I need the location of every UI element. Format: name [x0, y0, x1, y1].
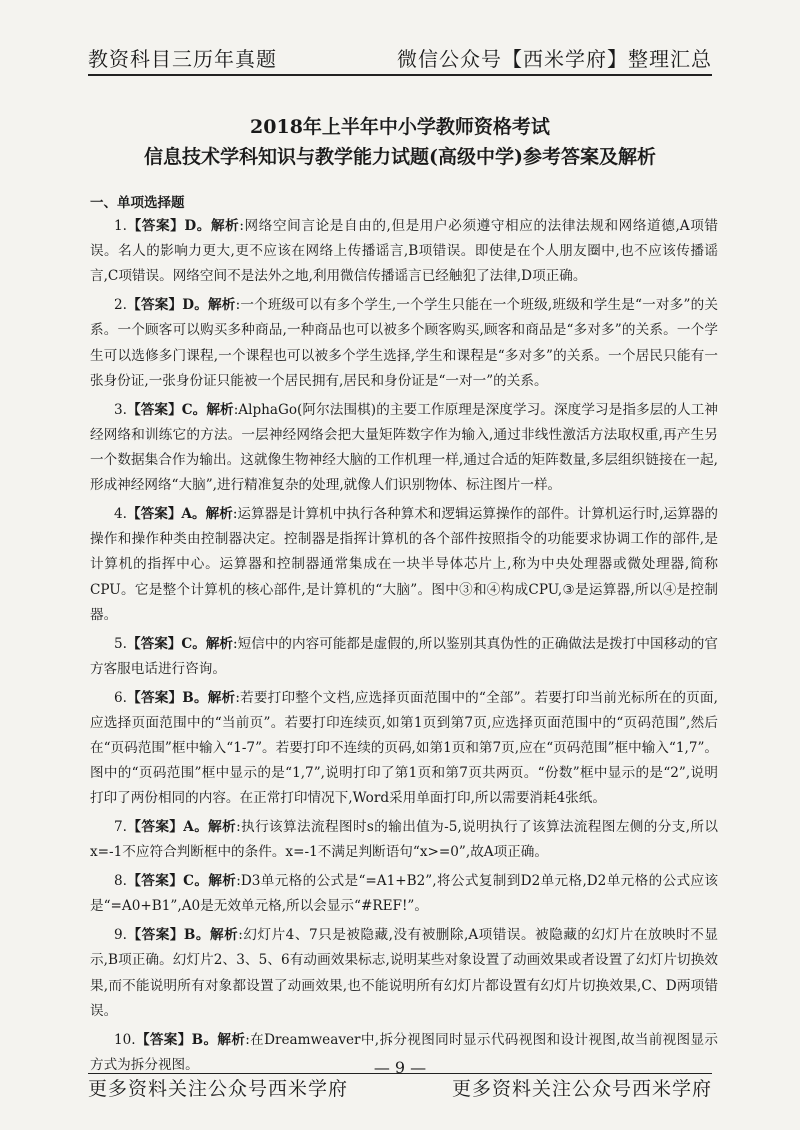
answer-item — [90, 502, 718, 628]
answer-item — [90, 398, 718, 499]
answer-explanation: :幻灯片4、7只是被隐藏,没有被删除,A项错误。被隐藏的幻灯片在放映时不显示,B项正确。幻灯片2、3、5、6有动画效果标志,说明某些对象设置了动画效果或者设置了幻灯片切换效果,而不能说明所有对象都设置了动画效果,也不能说明所有幻灯片都设置有幻灯片切换效果,C、D两项错误。 — [90, 927, 718, 1019]
answer-item — [90, 214, 718, 290]
answer-item — [90, 869, 718, 919]
answer-number: 5. — [114, 635, 127, 652]
answer-explanation: :在Dreamweaver中,拆分视图同时显示代码视图和设计视图,故当前视图显示方式为拆分视图。 — [90, 1031, 718, 1073]
answer-number: 4. — [114, 506, 127, 523]
answer-number: 8. — [114, 873, 127, 890]
answer-number: 10. — [114, 1031, 136, 1048]
answer-explanation: :若要打印整个文档,应选择页面范围中的“全部”。若要打印当前光标所在的页面,应选择页面范围中的“当前页”。若要打印连续页,如第1页到第7页,应选择页面范围中的“页码范围”,然后在“页码范围”框中输入“1-7”。若要打印不连续的页码,如第1页和第7页,应在“页码范围”框中输入“1,7”。图中的“页码范围”框中显示的是“1,7”,说明打印了第1页和第7页共两页。“份数”框中显示的是“2”,说明打印了两份相同的内容。在正常打印情况下,Word采用单面打印,所以需要消耗4张纸。 — [90, 689, 719, 807]
answer-explanation: :一个班级可以有多个学生,一个学生只能在一个班级,班级和学生是“一对多”的关系。一个顾客可以购买多种商品,一种商品也可以被多个顾客购买,顾客和商品是“多对多”的关系。一个学生可以选修多门课程,一个课程也可以被多个学生选择,学生和课程是“多对多”的关系。一个居民只能有一张身份证,一张身份证只能被一个居民拥有,居民和身份证是“一对一”的关系。 — [90, 297, 718, 389]
document-title-line1: 2018年上半年中小学教师资格考试 — [250, 116, 550, 138]
answer-key: 【答案】B。解析 — [126, 927, 239, 944]
answer-key: 【答案】C。解析 — [126, 401, 234, 418]
answer-item — [90, 923, 718, 1024]
page-footer — [88, 1074, 712, 1101]
section-heading: 一、单项选择题 — [90, 195, 185, 211]
page-number: — 9 — — [373, 1058, 427, 1077]
answer-key: 【答案】C。解析 — [126, 873, 237, 890]
footer-right-text: 更多资料关注公众号西米学府 — [451, 1078, 712, 1100]
answer-explanation: :运算器是计算机中执行各种算术和逻辑运算操作的部件。计算机运行时,运算器的操作和操作种类由控制器决定。控制器是指挥计算机的各个部件按照指令的功能要求协调工作的部件,是计算机的指挥中心。运算器和控制器通常集成在一块半导体芯片上,称为中央处理器或微处理器,简称CPU。它是整个计算机的核心部件,是计算机的“大脑”。图中③和④构成CPU,③是运算器,所以④是控制器。 — [90, 506, 718, 623]
document-title-line2: 信息技术学科知识与教学能力试题(高级中学)参考答案及解析 — [144, 146, 656, 168]
header-left-text: 教资科目三历年真题 — [88, 47, 277, 71]
answer-item — [90, 293, 718, 394]
answer-explanation: :短信中的内容可能都是虚假的,所以鉴别其真伪性的正确做法是拨打中国移动的官方客服电话进行咨询。 — [90, 635, 718, 677]
answer-number: 2. — [114, 297, 127, 314]
answer-explanation: :网络空间言论是自由的,但是用户必须遵守相应的法律法规和网络道德,A项错误。名人的影响力更大,更不应该在网络上传播谣言,B项错误。即使是在个人朋友圈中,也不应该传播谣言,C项错误。网络空间不是法外之地,利用微信传播谣言已经触犯了法律,D项正确。 — [90, 218, 718, 285]
answer-list — [90, 214, 718, 1082]
answer-key: 【答案】C。解析 — [126, 635, 234, 652]
answer-explanation: :AlphaGo(阿尔法围棋)的主要工作原理是深度学习。深度学习是指多层的人工神经网络和训练它的方法。一层神经网络会把大量矩阵数字作为输入,通过非线性激活方法取权重,再产生另一个数据集合作为输出。这就像生物神经大脑的工作机理一样,通过合适的矩阵数量,多层组织链接在一起,形成神经网络“大脑”,进行精准复杂的处理,就像人们识别物体、标注图片一样。 — [90, 401, 718, 494]
answer-key: 【答案】D。解析 — [126, 218, 240, 234]
answer-number: 3. — [114, 401, 127, 418]
answer-explanation: :D3单元格的公式是“=A1+B2”,将公式复制到D2单元格,D2单元格的公式应该是“=A0+B1”,A0是无效单元格,所以会显示“#REF!”。 — [90, 873, 718, 915]
header-right-text: 微信公众号【西米学府】整理汇总 — [397, 47, 712, 71]
footer-left-text: 更多资料关注公众号西米学府 — [88, 1078, 349, 1100]
answer-key: 【答案】D。解析 — [126, 297, 236, 314]
answer-number: 9. — [114, 927, 127, 944]
answer-item — [90, 686, 718, 812]
answer-number: 7. — [114, 819, 127, 836]
answer-number: 1. — [114, 218, 127, 234]
answer-number: 6. — [114, 689, 127, 706]
answer-key: 【答案】A。解析 — [126, 506, 233, 523]
answer-key: 【答案】A。解析 — [126, 819, 237, 836]
answer-key: 【答案】B。解析 — [126, 689, 236, 706]
page-header — [88, 38, 712, 72]
answer-item — [90, 815, 718, 865]
answer-key: 【答案】B。解析 — [135, 1031, 246, 1048]
answer-explanation: :执行该算法流程图时s的输出值为-5,说明执行了该算法流程图左侧的分支,所以x=-1不应符合判断框中的条件。x=-1不满足判断语句“x>=0”,故A项正确。 — [90, 819, 718, 861]
header-rule — [88, 74, 712, 76]
answer-item — [90, 632, 718, 682]
